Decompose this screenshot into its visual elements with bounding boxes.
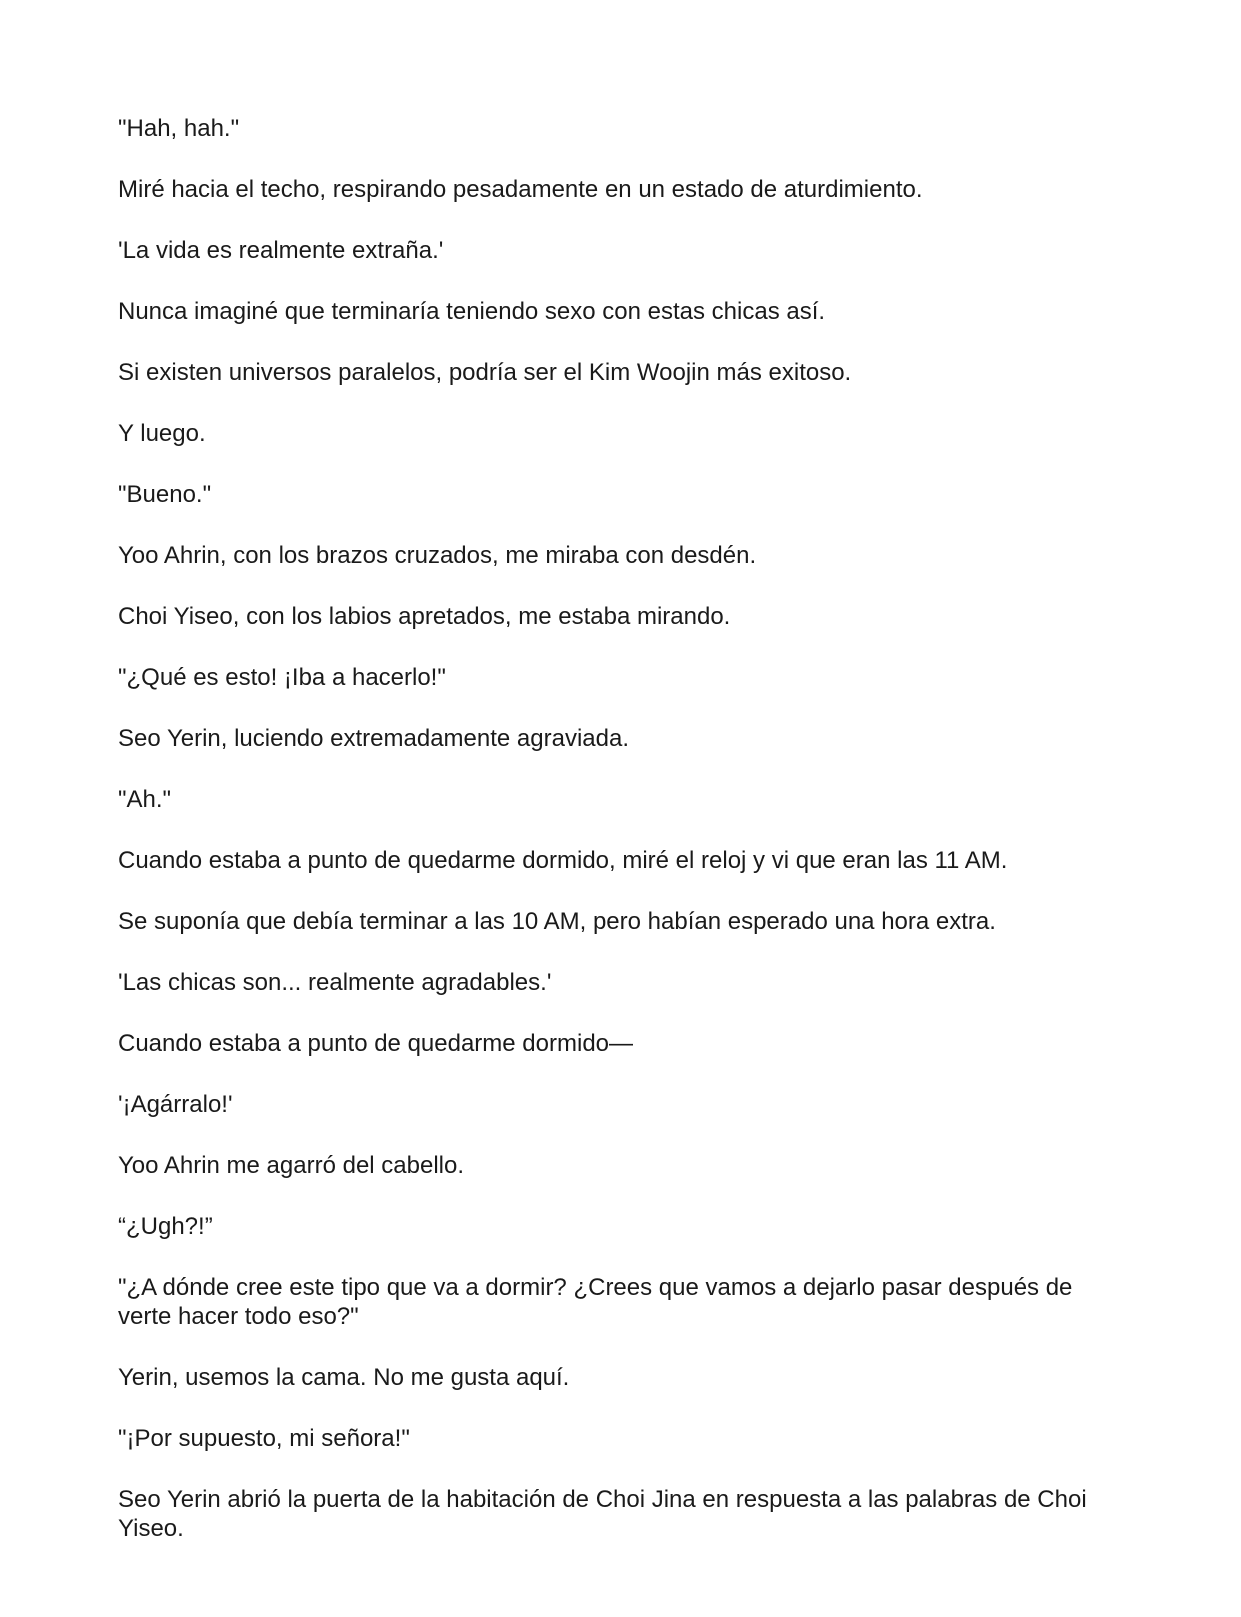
paragraph-21: Yerin, usemos la cama. No me gusta aquí. xyxy=(118,1364,570,1391)
paragraph-15: 'Las chicas son... realmente agradables.' xyxy=(118,969,552,996)
paragraph-2: Miré hacia el techo, respirando pesadamente en un estado de aturdimiento. xyxy=(118,176,923,203)
paragraph-20: "¿A dónde cree este tipo que va a dormir? ¿Crees que vamos a dejarlo pasar después de verte hacer todo eso?" xyxy=(118,1274,1073,1330)
paragraph-12: "Ah." xyxy=(118,786,172,813)
paragraph-17: '¡Agárralo!' xyxy=(118,1091,233,1118)
paragraph-8: Yoo Ahrin, con los brazos cruzados, me miraba con desdén. xyxy=(118,542,757,569)
paragraph-7: "Bueno." xyxy=(118,481,212,508)
document-body xyxy=(118,114,1118,1575)
paragraph-18: Yoo Ahrin me agarró del cabello. xyxy=(118,1152,465,1179)
paragraph-14: Se suponía que debía terminar a las 10 AM, pero habían esperado una hora extra. xyxy=(118,908,996,935)
paragraph-22: "¡Por supuesto, mi señora!" xyxy=(118,1425,410,1452)
paragraph-5: Si existen universos paralelos, podría ser el Kim Woojin más exitoso. xyxy=(118,359,852,386)
paragraph-1: "Hah, hah." xyxy=(118,115,240,142)
paragraph-11: Seo Yerin, luciendo extremadamente agraviada. xyxy=(118,725,630,752)
paragraph-4: Nunca imaginé que terminaría teniendo sexo con estas chicas así. xyxy=(118,298,826,325)
paragraph-3: 'La vida es realmente extraña.' xyxy=(118,237,444,264)
paragraph-19: “¿Ugh?!” xyxy=(118,1213,213,1240)
paragraph-10: "¿Qué es esto! ¡Iba a hacerlo!" xyxy=(118,664,446,691)
paragraph-16: Cuando estaba a punto de quedarme dormido— xyxy=(118,1030,634,1057)
paragraph-13: Cuando estaba a punto de quedarme dormido, miré el reloj y vi que eran las 11 AM. xyxy=(118,847,1008,874)
paragraph-6: Y luego. xyxy=(118,420,206,447)
paragraph-23: Seo Yerin abrió la puerta de la habitación de Choi Jina en respuesta a las palabras de Choi Yiseo. xyxy=(118,1486,1087,1542)
paragraph-9: Choi Yiseo, con los labios apretados, me estaba mirando. xyxy=(118,603,731,630)
